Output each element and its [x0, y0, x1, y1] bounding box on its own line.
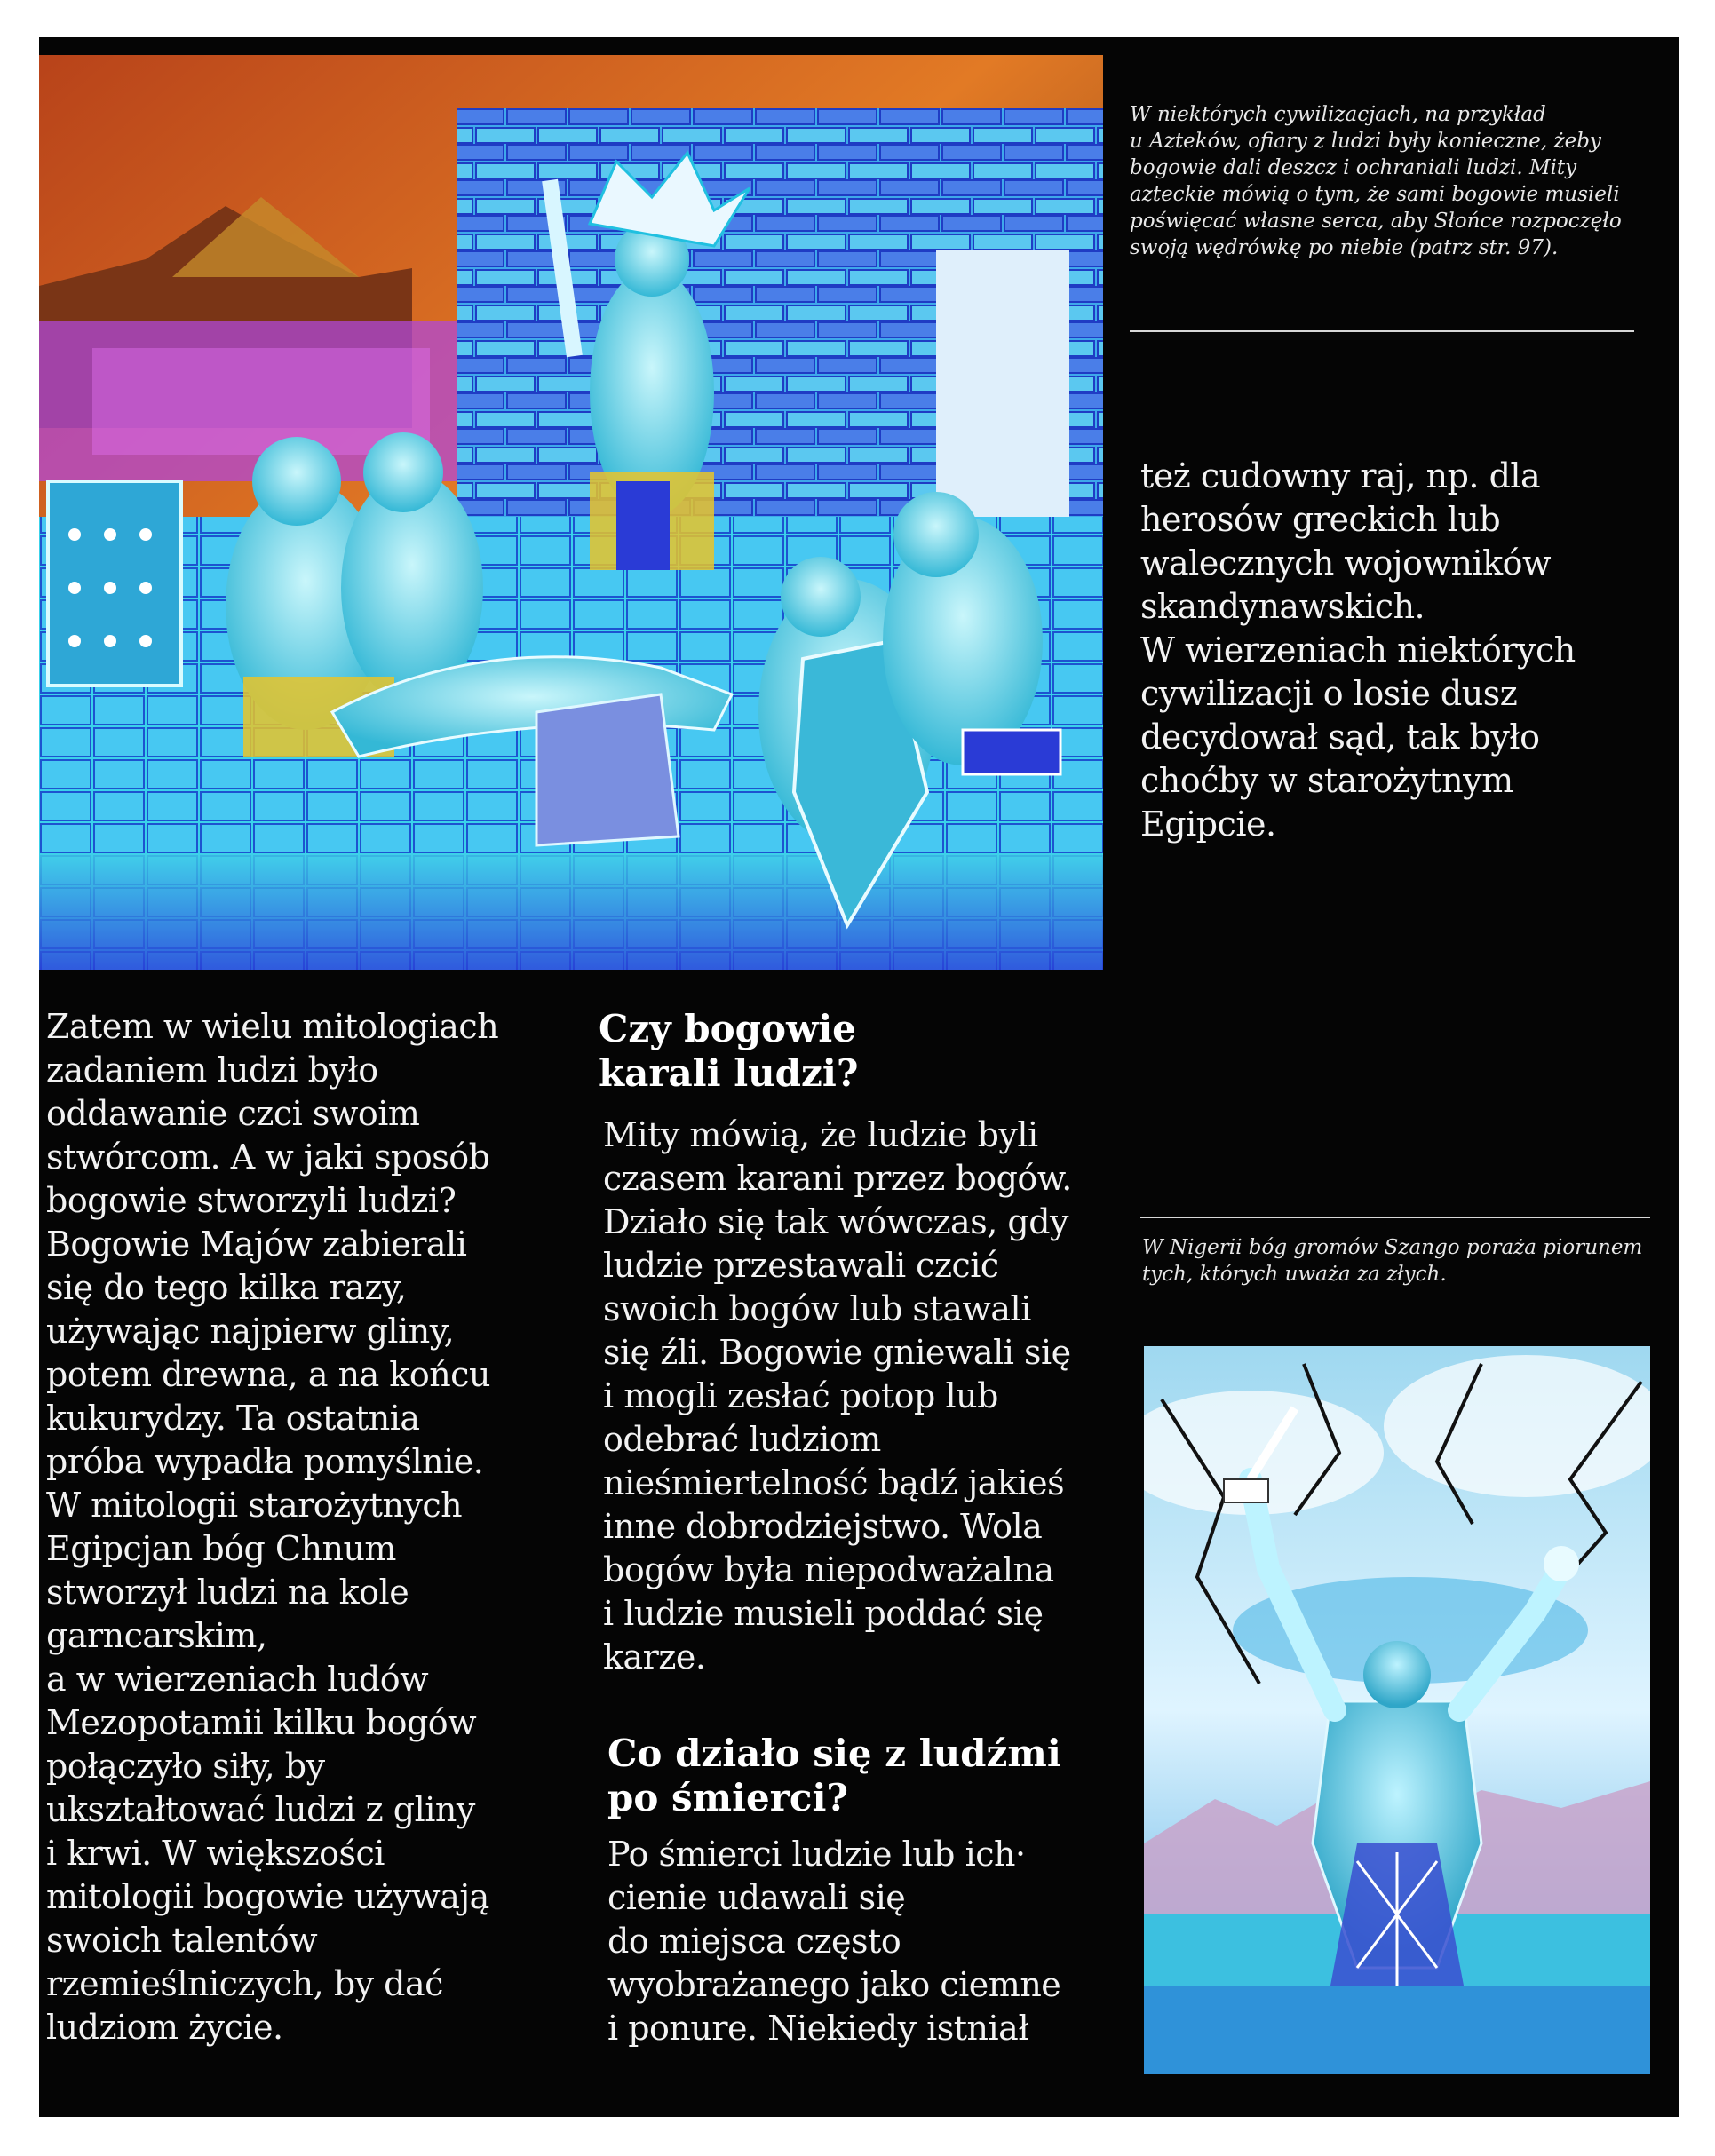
aztec-sacrifice-illustration [39, 55, 1103, 970]
caption-divider-top [1130, 330, 1634, 332]
heading-gods-punish: Czy bogowie karali ludzi? [599, 1007, 859, 1095]
left-column-text: Zatem w wielu mitologiach zadaniem ludzi było oddawanie czci swoim stwórcom. A w jaki sposób bogowie stworzyli ludzi? Bogowie Majów zabierali się do tego kilka razy, używając najpierw gliny, potem drewna, a na końcu kukurydzy. Ta ostatnia próba wypadła pomyślnie. W mitologii starożytnych Egipcjan bóg Chnum stworzył ludzi na kole garncarskim, a w wierzeniach ludów Mezopotamii kilku bogów połączyło siły, by ukształtować ludzi z gliny i krwi. W większości mitologii bogowie używają swoich talentów rzemieślniczych, by dać ludziom życie. [46, 1007, 499, 2047]
right-column-text: też cudowny raj, np. dla herosów greckich lub walecznych wojowników skandynawskich. W wierzeniach niektórych cywilizacji o losie dusz decydował sąd, tak było choćby w starożytnym Egipcie. [1140, 456, 1576, 844]
heading-after-death: Co działo się z ludźmi po śmierci? [607, 1732, 1061, 1819]
shango-illustration-caption: W Nigerii bóg gromów Szango poraża piorunem tych, których uważa za złych. [1142, 1236, 1643, 1286]
aztec-illustration-caption: W niektórych cywilizacjach, na przykład u Azteków, ofiary z ludzi były konieczne, żeby bogowie dali deszcz i ochraniali ludzi. Mity azteckie mówią o tym, że sami bogowie musieli poświęcać własne serca, aby Słońce rozpoczęło swoją wędrówkę po niebie (patrz str. 97). [1130, 103, 1622, 259]
middle-column-text-2: Po śmierci ludzie lub ich· cienie udawali się do miejsca często wyobrażanego jako ciemne i ponure. Niekiedy istniał [607, 1835, 1061, 2048]
middle-column-text-1: Mity mówią, że ludzie byli czasem karani przez bogów. Działo się tak wówczas, gdy ludzie przestawali czcić swoich bogów lub stawali się źli. Bogowie gniewali się i mogli zesłać potop lub odebrać ludziom nieśmiertelność bądź jakieś inne dobrodziejstwo. Wola bogów była niepodważalna i ludzie musieli poddać się karze. [603, 1115, 1072, 1676]
caption-divider-bottom [1140, 1217, 1650, 1218]
book-page [39, 37, 1679, 2117]
shango-illustration [1144, 1346, 1650, 2074]
